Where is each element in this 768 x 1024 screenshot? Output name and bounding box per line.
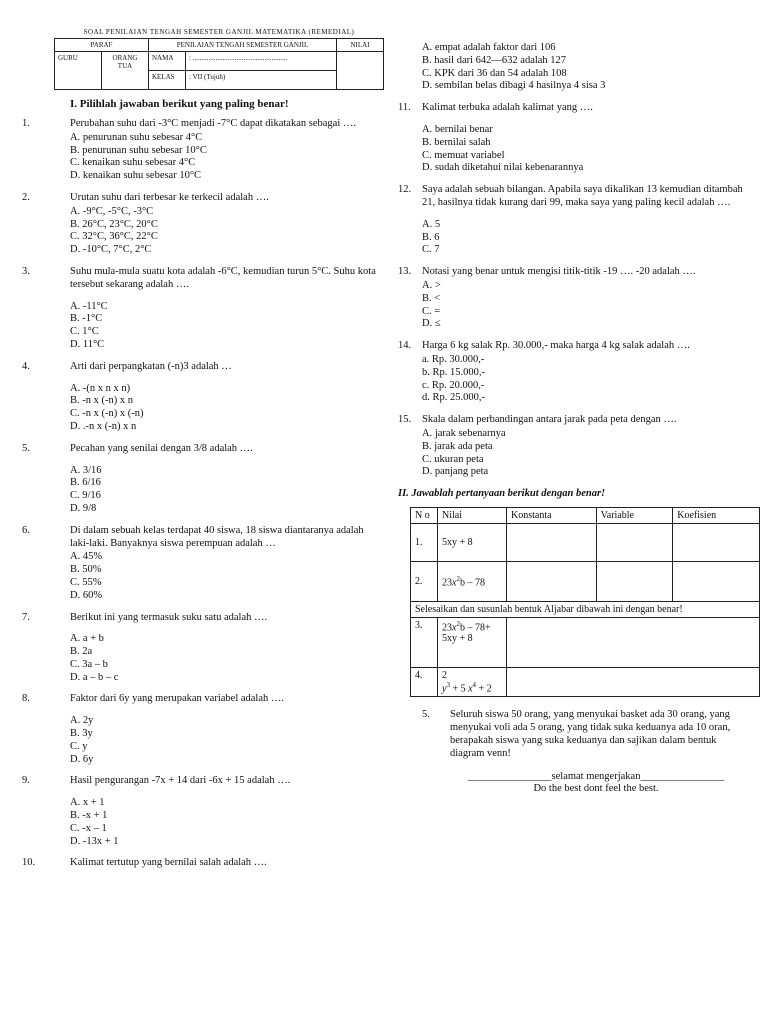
question-body [422,184,748,257]
question-stem: Suhu mula-mula suatu kota adalah -6°C, kemudian turun 5°C. Suhu kota tersebut sekarang adalah …. [70,265,376,290]
answer-option[interactable]: A. empat adalah faktor dari 106 [422,42,556,53]
answer-option[interactable]: D. .-n x (-n) x n [70,420,137,432]
right-question [398,414,748,479]
answer-option[interactable]: C. -x – 1 [70,822,107,834]
row4-value-b: + 5 [449,683,466,695]
question-number: 2. [22,191,30,203]
paraf-cell: PARAF [55,39,149,52]
spacer [422,116,748,124]
closing-line: ________________selamat mengerjakan________________ [467,770,725,782]
question-number: 4. [22,360,30,372]
answer-option[interactable]: C. KPK dari 36 dan 54 adalah 108 [422,67,567,79]
row2-value-b: b – 78 [459,577,485,589]
question-body [422,266,748,331]
question-body [70,443,384,516]
question-number: 12. [398,184,412,196]
answer-option[interactable]: B. -x + 1 [70,810,108,822]
answer-option[interactable]: D. 11°C [70,338,105,350]
answer-option[interactable]: C. ukuran peta [422,453,484,465]
left-question [22,192,384,257]
question-stem: Urutan suhu dari terbesar ke terkecil adalah …. [70,191,269,203]
answer-option[interactable]: A. x + 1 [70,797,105,809]
answer-option[interactable]: D. -10°C, 7°C, 2°C [70,244,152,256]
right-question [398,266,748,331]
question-stem: Pecahan yang senilai dengan 3/8 adalah …. [70,442,253,454]
header-no: N o [411,508,438,524]
answer-option[interactable]: A. bernilai benar [422,123,493,135]
answer-option[interactable]: A. -(n x n x n) [70,382,131,394]
section-1-title: I. Pilihlah jawaban berikut yang paling benar! [70,98,289,110]
question-stem: Saya adalah sebuah bilangan. Apabila saya dikalikan 13 kemudian ditambah 21, hasilnya tidak kurang dari 99, maka saya yang paling kecil adalah …. [422,184,743,208]
question-stem: Kalimat tertutup yang bernilai salah adalah …. [70,857,267,869]
answer-option[interactable]: c. Rp. 20.000,- [422,379,485,391]
instruction-row: Selesaikan dan susunlah bentuk Aljabar dibawah ini dengan benar! [411,602,760,618]
row2-value: $23x^2b - 78$ [438,562,507,602]
row2-konstanta[interactable] [507,562,597,602]
left-question [22,443,384,516]
spacer [70,293,384,301]
row3-value-b: b – 78+ 5xy + 8 [442,622,491,645]
row3-answer[interactable] [507,618,760,668]
left-question [22,525,384,603]
question-body [422,414,748,479]
answer-option[interactable]: C. memuat variabel [422,149,505,161]
row4-value: 2 $y^3 + 5$ $x^4 + 2$ [438,668,507,697]
question-number: 13. [398,266,412,278]
answer-option[interactable]: A. 45% [70,551,103,563]
guru-cell: GURU [55,52,102,90]
row2-no: 2. [411,562,438,602]
kelas-field: : VII (Tujuh) [186,71,337,90]
answer-option[interactable]: B. 26°C, 23°C, 20°C [70,218,158,230]
section-2-title: II. Jawablah pertanyaan berikut dengan benar! [398,488,606,500]
answer-option[interactable]: D. -13x + 1 [70,835,119,847]
answer-option[interactable]: D. sudah diketahui nilai kebenarannya [422,162,584,174]
question-number: 6. [22,524,30,536]
left-question [22,857,384,871]
spacer [70,625,384,633]
row1-no: 1. [411,524,438,562]
header-koefisien: Koefisien [673,508,760,524]
question-body [70,192,384,257]
row1-koefisien[interactable] [673,524,760,562]
question-stem: Di dalam sebuah kelas terdapat 40 siswa, 18 siswa diantaranya adalah laki-laki. Banyaknya siswa perempuan adalah … [70,524,364,549]
spacer [422,211,748,219]
answer-option[interactable]: B. -n x (-n) x n [70,395,133,407]
answer-option[interactable]: C. 32°C, 36°C, 22°C [70,231,158,243]
answer-option[interactable]: D. sembilan belas dibagi 4 hasilnya 4 sisa 3 [422,80,606,92]
question-stem: Kalimat terbuka adalah kalimat yang …. [422,102,593,114]
answer-option[interactable]: B. < [422,292,441,304]
answer-option[interactable]: D. 9/8 [70,502,97,514]
answer-option[interactable]: A. > [422,279,441,291]
left-column [22,28,384,880]
row3-value: $23x^2b - 78+ 5xy + 8$ [438,618,507,668]
question-number: 8. [22,693,30,705]
right-question [398,42,748,93]
question-body [70,525,384,603]
penilaian-cell: PENILAIAN TENGAH SEMESTER GANJIL [149,39,337,52]
orang-tua-cell: ORANG TUA [102,52,149,90]
left-question [22,118,384,183]
question-number: 3. [22,265,30,277]
kelas-label: KELAS [149,71,186,90]
answer-option[interactable]: A. 2y [70,715,94,727]
question-number: 11. [398,102,411,114]
row1-variable[interactable] [596,524,673,562]
spacer [70,375,384,383]
answer-option[interactable]: B. bernilai salah [422,136,491,148]
question-stem: Perubahan suhu dari -3°C menjadi -7°C dapat dikatakan sebagai …. [70,118,356,129]
header-table [54,38,384,90]
spacer [70,789,384,797]
left-question [22,775,384,848]
answer-option[interactable]: D. 6y [70,753,94,765]
right-question [398,340,748,405]
right-question [398,184,748,257]
answer-option[interactable]: A. jarak sebenarnya [422,427,506,439]
question-stem: Harga 6 kg salak Rp. 30.000,- maka harga 4 kg salak adalah …. [422,340,690,352]
answer-option[interactable]: B. 50% [70,564,102,576]
question-stem: Berikut ini yang termasuk suku satu adalah …. [70,611,268,623]
q5-number: 5. [422,709,430,721]
question-number: 9. [22,775,30,787]
row4-no: 4. [411,668,438,697]
answer-option[interactable]: C. 1°C [70,326,99,338]
algebra-table [410,507,760,697]
question-stem: Arti dari perpangkatan (-n)3 adalah … [70,360,232,372]
question-body [70,266,384,352]
question-5 [410,709,748,760]
question-number: 15. [398,414,412,426]
right-questions [398,42,748,479]
left-question [22,693,384,766]
left-question [22,266,384,352]
question-number: 7. [22,611,30,623]
answer-option[interactable]: C. 7 [422,244,440,256]
answer-option[interactable]: D. 60% [70,589,103,601]
answer-option[interactable]: D. ≤ [422,318,441,330]
row3-value-a: 23 [442,622,452,634]
question-body [422,340,748,405]
right-question [398,102,748,175]
closing-motto: Do the best dont feel the best. [533,782,659,794]
q5-text: Seluruh siswa 50 orang, yang menyukai basket ada 30 orang, yang menyukai voli ada 5 orang, yang tidak suka keduanya ada 10 oran, berapakah siswa yang suka keduanya dan sajikan dalam bentuk diagram venn! [450,709,731,759]
question-number [398,42,422,93]
answer-option[interactable]: B. 2a [70,646,93,658]
spacer [70,457,384,465]
right-column [398,42,748,795]
question-body [70,857,384,871]
question-number: 14. [398,340,412,352]
question-body [422,102,748,175]
nilai-cell: NILAI [337,39,384,52]
row4-value-c: + 2 [476,683,492,695]
answer-option[interactable]: A. -11°C [70,300,108,312]
question-body [70,693,384,766]
answer-option[interactable]: D. panjang peta [422,466,489,478]
row4-answer[interactable] [507,668,760,697]
answer-option[interactable]: B. penurunan suhu sebesar 10°C [70,144,207,156]
exam-title: SOAL PENILAIAN TENGAH SEMESTER GANJIL MATEMATIKA (REMEDIAL) [83,28,355,36]
question-stem: Skala dalam perbandingan antara jarak pada peta dengan …. [422,414,677,426]
question-stem: Hasil pengurangan -7x + 14 dari -6x + 15 adalah …. [70,775,291,787]
row1-value: 5xy + 8 [438,524,507,562]
nilai-box [337,52,384,90]
closing-footer [446,771,746,795]
answer-option[interactable]: A. 5 [422,218,441,230]
answer-option[interactable]: A. penurunan suhu sebesar 4°C [70,131,203,143]
answer-option[interactable]: C. 9/16 [70,490,101,502]
answer-option[interactable]: B. -1°C [70,313,103,325]
answer-option[interactable]: B. 3y [70,728,93,740]
answer-option[interactable]: C. 3a – b [70,658,108,670]
question-number: 10. [22,857,36,869]
question-body [422,42,748,93]
answer-option[interactable]: B. 6/16 [70,477,101,489]
answer-option[interactable]: b. Rp. 15.000,- [422,366,485,378]
answer-option[interactable]: A. 3/16 [70,464,102,476]
question-body [70,361,384,434]
header-konstanta: Konstanta [507,508,597,524]
row1-konstanta[interactable] [507,524,597,562]
answer-option[interactable]: B. hasil dari 642—632 adalah 127 [422,54,567,66]
nama-label: NAMA [149,52,186,71]
left-question [22,361,384,434]
question-body [70,118,384,183]
header-variable: Variable [596,508,673,524]
spacer [70,707,384,715]
answer-option[interactable]: B. jarak ada peta [422,440,493,452]
answer-option[interactable]: D. kenaikan suhu sebesar 10°C [70,170,202,182]
answer-option[interactable]: B. 6 [422,231,440,243]
left-questions [22,118,384,871]
question-body [70,775,384,848]
row2-variable[interactable] [596,562,673,602]
row4-value-a: 2 [442,670,447,682]
answer-option[interactable]: C. 55% [70,576,102,588]
answer-option[interactable]: a. Rp. 30.000,- [422,353,485,365]
answer-option[interactable]: C. y [70,740,88,752]
header-nilai: Nilai [438,508,507,524]
answer-option[interactable]: A. a + b [70,633,104,645]
row2-koefisien[interactable] [673,562,760,602]
answer-option[interactable]: C. kenaikan suhu sebesar 4°C [70,157,196,169]
answer-option[interactable]: D. a – b – c [70,671,119,683]
question-number: 5. [22,442,30,454]
answer-option[interactable]: C. = [422,305,441,317]
row3-no: 3. [411,618,438,668]
answer-option[interactable]: A. -9°C, -5°C, -3°C [70,205,154,217]
question-stem: Notasi yang benar untuk mengisi titik-titik -19 …. -20 adalah …. [422,266,696,278]
left-question [22,612,384,685]
answer-option[interactable]: d. Rp. 25.000,- [422,392,485,404]
nama-field: : ...................................................... [186,52,337,71]
question-number: 1. [22,118,30,129]
question-stem: Faktor dari 6y yang merupakan variabel adalah …. [70,693,285,705]
row2-value-a: 23 [442,577,452,589]
answer-option[interactable]: C. -n x (-n) x (-n) [70,408,144,420]
question-body [70,612,384,685]
